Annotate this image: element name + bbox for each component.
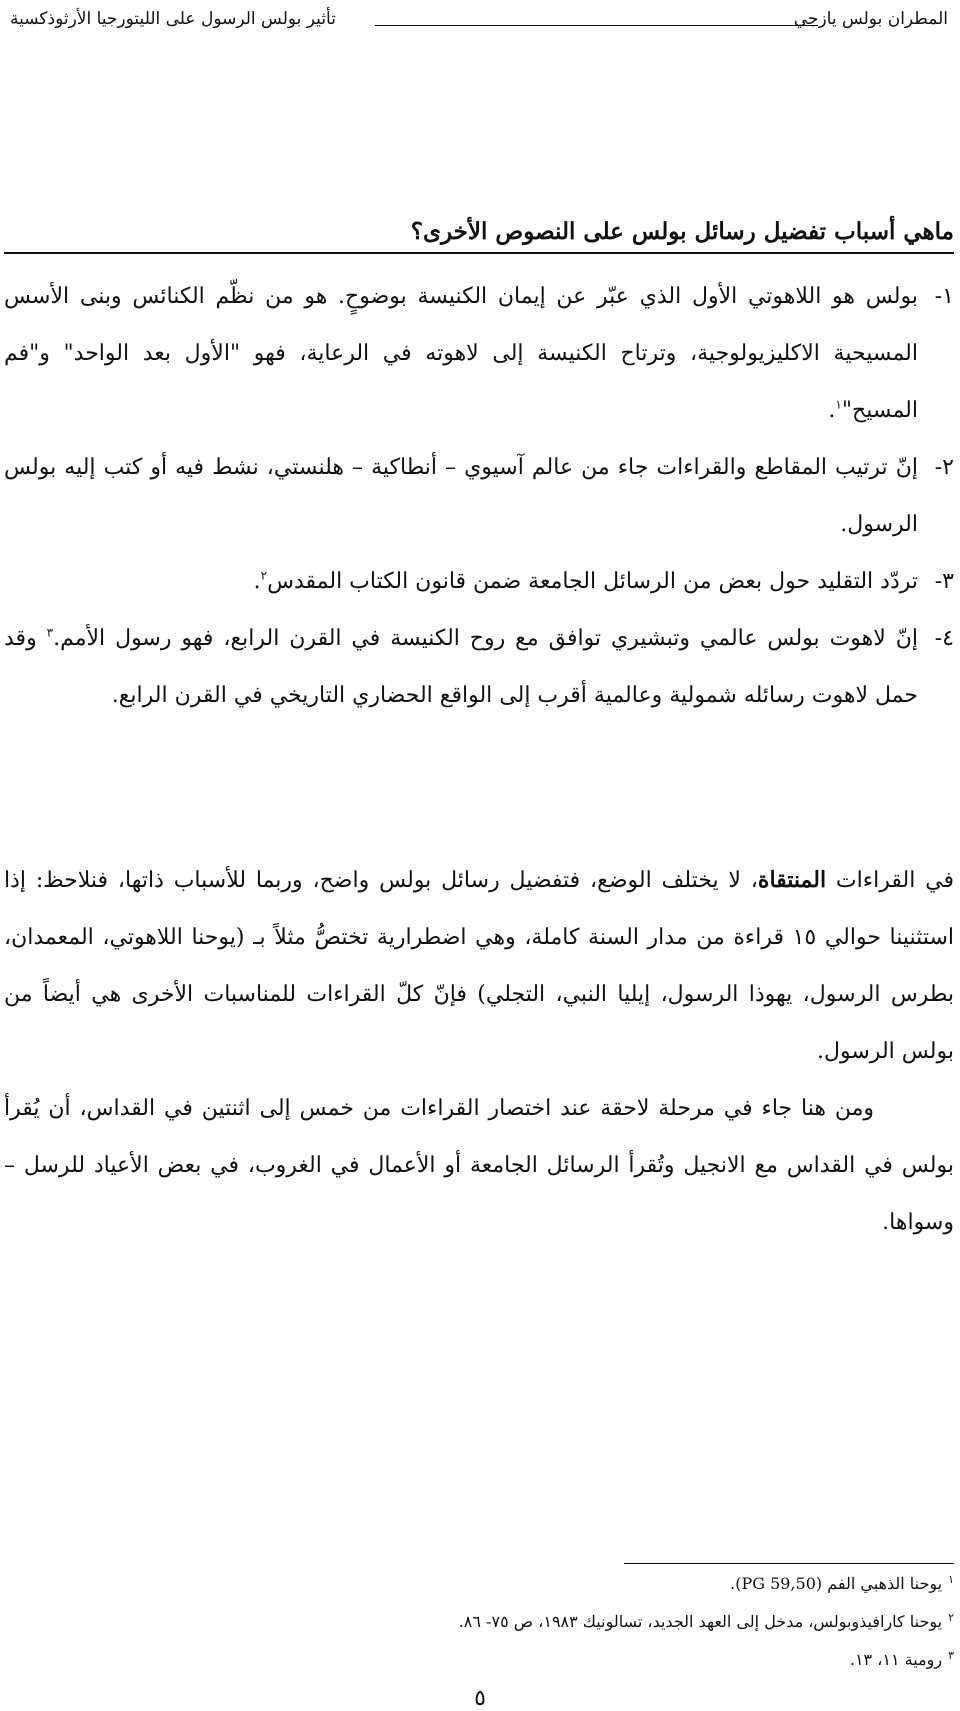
body-paragraphs [4, 852, 954, 1251]
page-number: ٥ [474, 1686, 486, 1711]
list-item-text: إنّ ترتيب المقاطع والقراءات جاء من عالم آسيوي – أنطاكية – هلنستي، نشط فيه أو كتب إليه بولس الرسول. [4, 455, 918, 537]
list-item-number: ٢- [934, 455, 954, 480]
footnotes [4, 1565, 954, 1679]
footnote [4, 1565, 954, 1603]
list-item [4, 439, 954, 553]
list-item-tail: . [828, 398, 836, 423]
list-item-number: ٤- [934, 626, 954, 651]
paragraph-liturgy: ومن هنا جاء في مرحلة لاحقة عند اختصار القراءات من خمس إلى اثنتين في القداس، أن يُقرأ بولس في القداس مع الانجيل وتُقرأ الرسائل الجامعة أو الأعمال في الغروب، في بعض الأعياد للرسل – وسواها. [4, 1096, 954, 1235]
list-item [4, 553, 954, 610]
reasons-list [4, 268, 954, 724]
header-title: تأثير بولس الرسول على الليتورجيا الأرثوذكسية [10, 9, 336, 29]
header-author: المطران بولس يازجي [793, 9, 948, 29]
list-item-number: ٣- [934, 569, 954, 594]
footnote-marker: ٣ [46, 625, 54, 640]
list-item-number: ١- [934, 284, 954, 309]
footnote [4, 1603, 954, 1641]
main-text [4, 0, 954, 1540]
footnote-marker: ١ [835, 397, 842, 412]
list-item [4, 268, 954, 439]
list-item-text: إنّ لاهوت بولس عالمي وتبشيري توافق مع روح الكنيسة في القرن الرابع، فهو رسول الأمم. [53, 626, 919, 651]
list-item-text: تردّد التقليد حول بعض من الرسائل الجامعة ضمن قانون الكتاب المقدس [267, 569, 918, 594]
footnote-number: ١ [948, 1572, 954, 1586]
list-item-tail: وقد حمل لاهوت رسائله شمولية وعالمية أقرب إلى الواقع الحضاري التاريخي في القرن الرابع. [4, 626, 918, 708]
footnote-text: رومية ١١، ١٣. [849, 1650, 943, 1669]
footnote-marker: ٢ [260, 568, 268, 583]
paragraph-text: في القراءات [826, 868, 954, 893]
footnote-number: ٢ [948, 1610, 954, 1624]
list-item-text: بولس هو اللاهوتي الأول الذي عبّر عن إيمان الكنيسة بوضوحٍ. هو من نظّم الكنائس وبنى الأسس المسيحية الاكليزيولوجية، وترتاح الكنيسة إلى لاهوته في الرعاية، فهو "الأول بعد الواحد" و"فم المسيح" [4, 284, 918, 423]
footnote-text: يوحنا كارافيذوبولس، مدخل إلى العهد الجديد، تسالونيك ١٩٨٣، ص ٧٥- ٨٦. [458, 1612, 943, 1631]
footnote [4, 1641, 954, 1679]
emphasis-word: المنتقاة [757, 867, 827, 893]
paragraph-selected-readings [4, 852, 954, 1080]
footnote-rule [624, 1563, 954, 1564]
footnote-number: ٣ [948, 1648, 954, 1662]
paragraph-text: ، لا يختلف الوضع، فتفضيل رسائل بولس واضح، وربما للأسباب ذاتها، فنلاحظ: إذا استثنينا حوالي ١٥ قراءة من مدار السنة كاملة، وهي اضطرارية تختصُّ مثلاً بـ (يوحنا اللاهوتي، المعمدان، بطرس الرسول، يهوذا الرسول، إيليا النبي، التجلي) فإنّ كلّ القراءات للمناسبات الأخرى هي أيضاً من بولس الرسول. [4, 868, 954, 1064]
footnote-text: يوحنا الذهبي الفم (PG 59,50). [730, 1574, 943, 1593]
list-item-tail: . [253, 569, 261, 594]
list-item [4, 610, 954, 724]
section-heading: ماهي أسباب تفضيل رسائل بولس على النصوص الأخرى؟ [4, 212, 954, 254]
